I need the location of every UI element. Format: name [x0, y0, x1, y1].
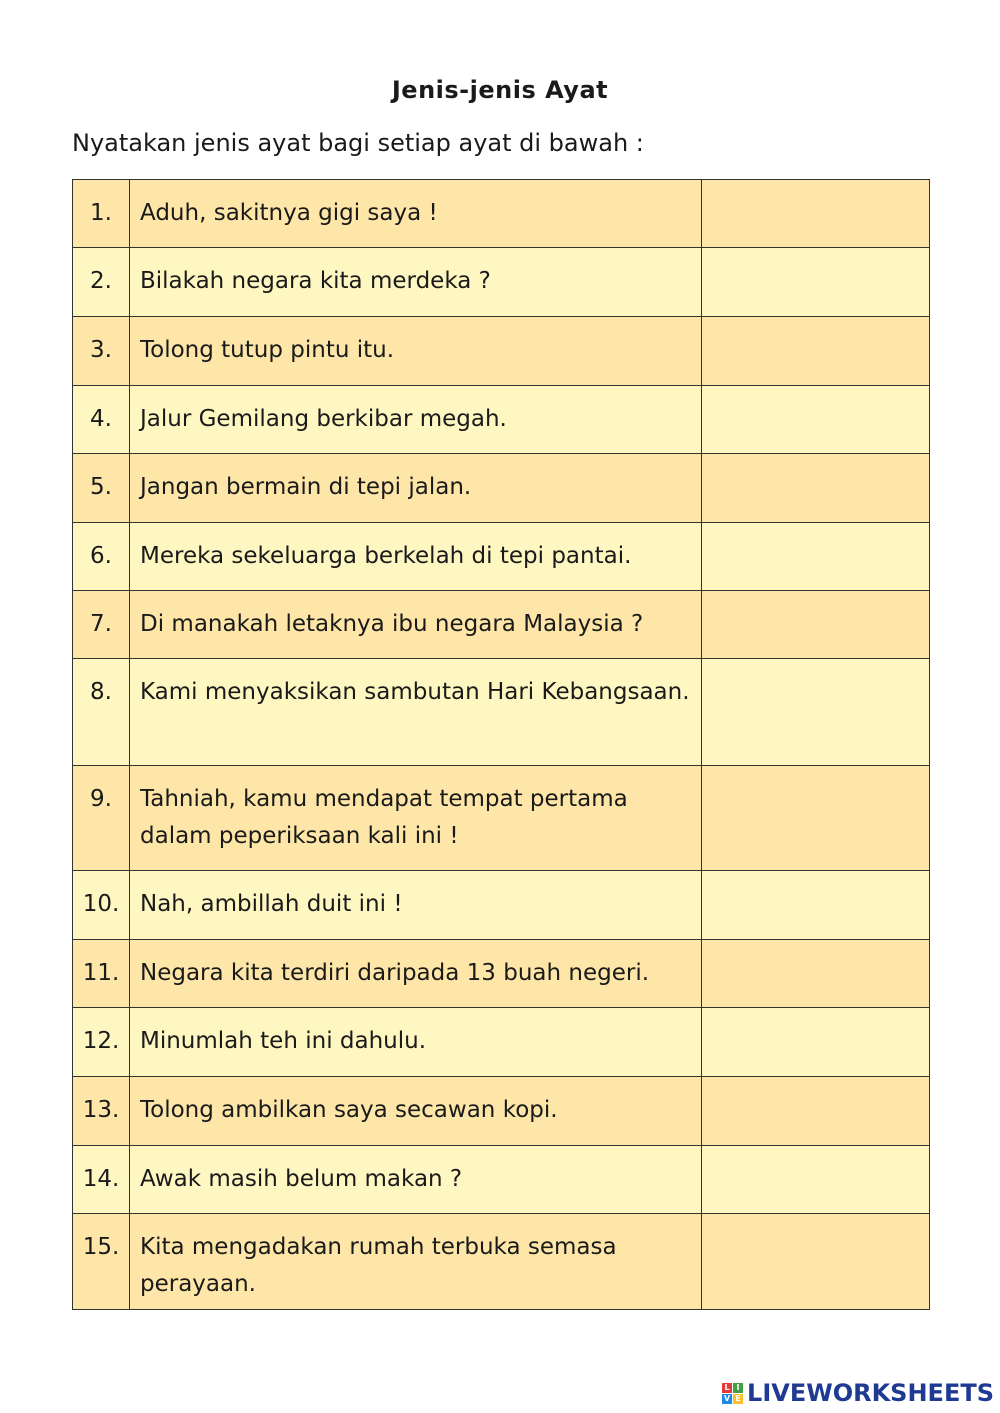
page-title: Jenis-jenis Ayat: [391, 76, 609, 104]
answer-box[interactable]: [702, 1008, 930, 1077]
row-number: 2.: [73, 248, 130, 317]
row-number: 14.: [73, 1146, 130, 1214]
answer-box[interactable]: [702, 1146, 930, 1214]
sentence-text: Kami menyaksikan sambutan Hari Kebangsaan.: [130, 659, 702, 766]
logo-icon: [722, 1383, 743, 1404]
table-row: [73, 659, 930, 766]
sentence-text: Kita mengadakan rumah terbuka semasa perayaan.: [130, 1214, 702, 1310]
sentence-text: Tolong ambilkan saya secawan kopi.: [130, 1077, 702, 1146]
sentence-table: [72, 179, 930, 1310]
answer-box[interactable]: [702, 871, 930, 940]
answer-box[interactable]: [702, 766, 930, 871]
answer-box[interactable]: [702, 454, 930, 523]
sentence-text: Awak masih belum makan ?: [130, 1146, 702, 1214]
logo-letter: L: [722, 1383, 732, 1393]
answer-box[interactable]: [702, 248, 930, 317]
answer-box[interactable]: [702, 317, 930, 386]
answer-box[interactable]: [702, 659, 930, 766]
row-number: 15.: [73, 1214, 130, 1310]
row-number: 13.: [73, 1077, 130, 1146]
logo-letter: E: [733, 1394, 743, 1404]
answer-box[interactable]: [702, 591, 930, 659]
answer-box[interactable]: [702, 1214, 930, 1310]
sentence-text: Minumlah teh ini dahulu.: [130, 1008, 702, 1077]
table-row: [73, 317, 930, 386]
row-number: 12.: [73, 1008, 130, 1077]
row-number: 1.: [73, 180, 130, 248]
table-row: [73, 1008, 930, 1077]
table-row: [73, 454, 930, 523]
row-number: 3.: [73, 317, 130, 386]
row-number: 7.: [73, 591, 130, 659]
sentence-text: Di manakah letaknya ibu negara Malaysia ?: [130, 591, 702, 659]
table-row: [73, 523, 930, 591]
answer-box[interactable]: [702, 523, 930, 591]
table-row: [73, 386, 930, 454]
sentence-text: Tolong tutup pintu itu.: [130, 317, 702, 386]
answer-box[interactable]: [702, 940, 930, 1008]
answer-box[interactable]: [702, 386, 930, 454]
row-number: 6.: [73, 523, 130, 591]
row-number: 4.: [73, 386, 130, 454]
sentence-text: Bilakah negara kita merdeka ?: [130, 248, 702, 317]
table-row: [73, 591, 930, 659]
row-number: 9.: [73, 766, 130, 871]
table-row: [73, 180, 930, 248]
table-row: [73, 766, 930, 871]
row-number: 10.: [73, 871, 130, 940]
sentence-text: Negara kita terdiri daripada 13 buah negeri.: [130, 940, 702, 1008]
table-row: [73, 940, 930, 1008]
instruction-text: Nyatakan jenis ayat bagi setiap ayat di bawah :: [72, 129, 644, 157]
row-number: 11.: [73, 940, 130, 1008]
table-row: [73, 248, 930, 317]
logo-letter: I: [733, 1383, 743, 1393]
sentence-text: Mereka sekeluarga berkelah di tepi pantai.: [130, 523, 702, 591]
row-number: 8.: [73, 659, 130, 766]
table-row: [73, 1077, 930, 1146]
sentence-text: Tahniah, kamu mendapat tempat pertama dalam peperiksaan kali ini !: [130, 766, 702, 871]
logo-text: LIVEWORKSHEETS: [747, 1379, 994, 1407]
table-row: [73, 1146, 930, 1214]
row-number: 5.: [73, 454, 130, 523]
table-row: [73, 1214, 930, 1310]
sentence-text: Jangan bermain di tepi jalan.: [130, 454, 702, 523]
table-row: [73, 871, 930, 940]
liveworksheets-logo: [722, 1379, 994, 1407]
sentence-text: Aduh, sakitnya gigi saya !: [130, 180, 702, 248]
answer-box[interactable]: [702, 1077, 930, 1146]
sentence-text: Nah, ambillah duit ini !: [130, 871, 702, 940]
sentence-text: Jalur Gemilang berkibar megah.: [130, 386, 702, 454]
answer-box[interactable]: [702, 180, 930, 248]
logo-letter: V: [723, 1393, 731, 1403]
